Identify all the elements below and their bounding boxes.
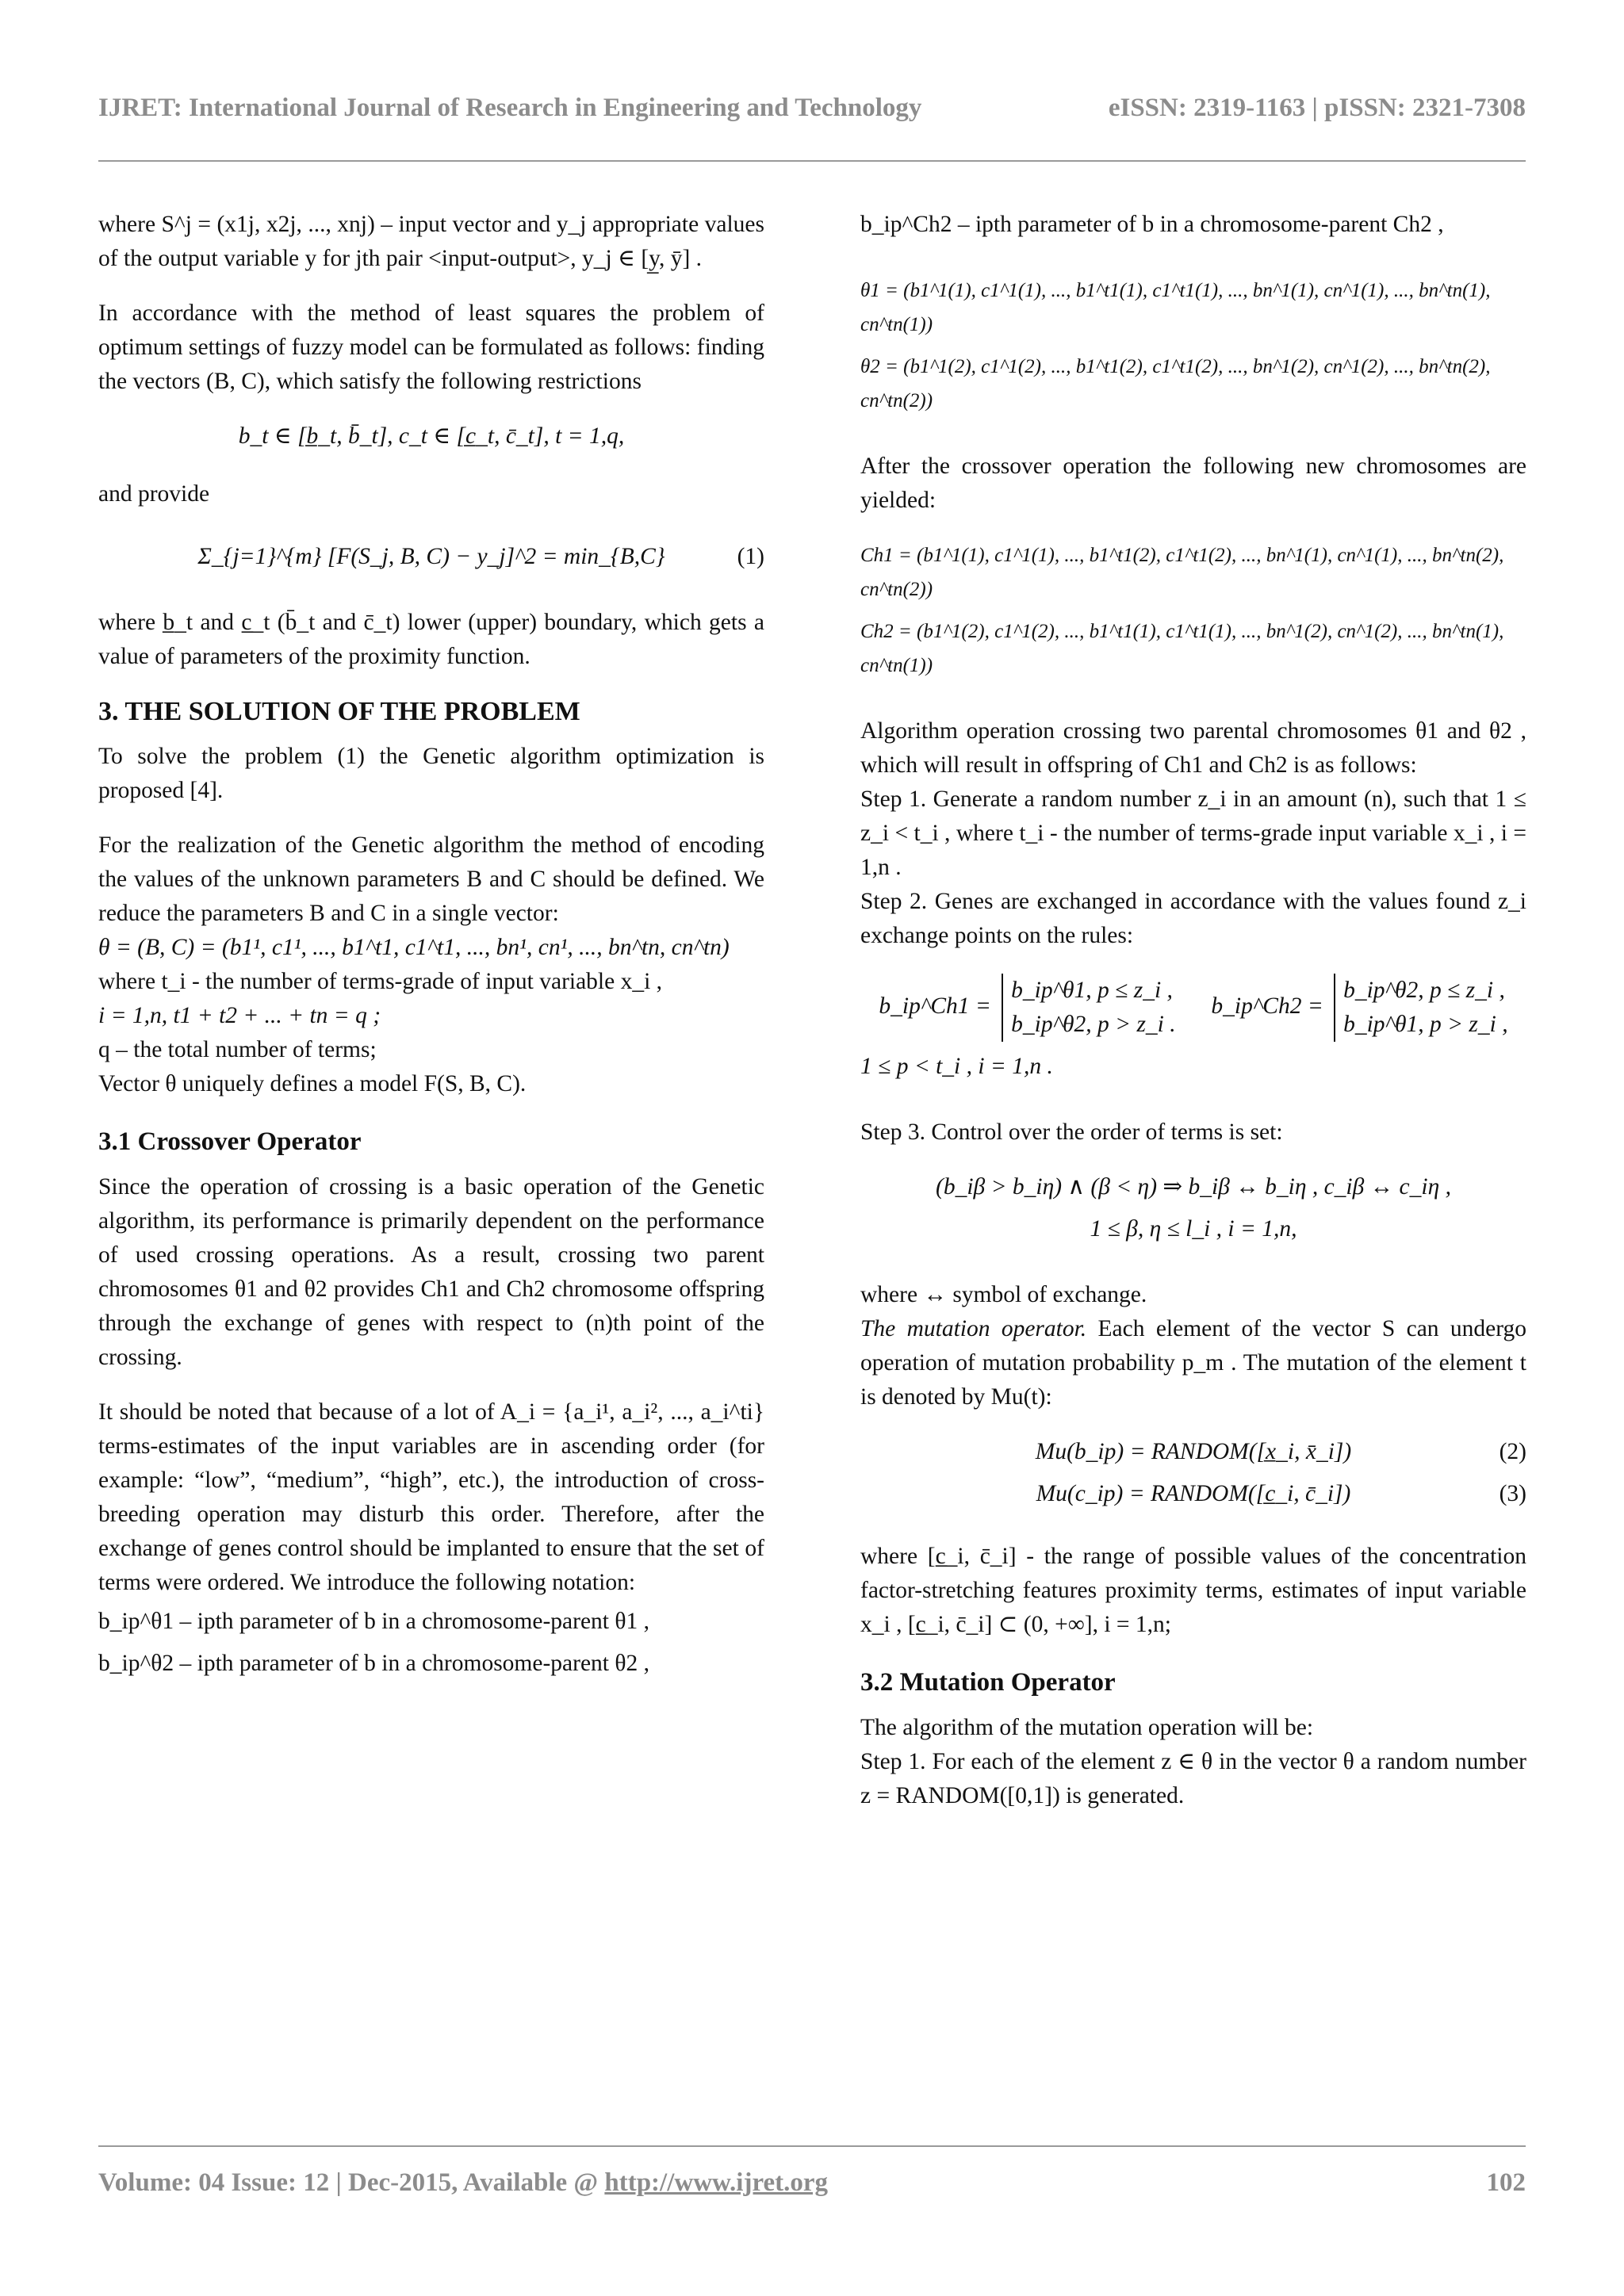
- issn: eISSN: 2319-1163 | pISSN: 2321-7308: [1108, 94, 1526, 122]
- mutation-operator-text: Each element of the vector S can undergo operation of mutation probability p_m . The mutation of the element t is denoted by Mu(t):: [860, 1316, 1527, 1410]
- rule1-cases: [1002, 974, 1175, 1042]
- text-line: Vector θ uniquely defines a model F(S, B, C).: [98, 1071, 527, 1096]
- paragraph: Algorithm operation crossing two parental chromosomes θ1 and θ2 , which will result in offspring of Ch1 and Ch2 is as follows:: [860, 718, 1526, 778]
- equation-3: [860, 1477, 1526, 1511]
- rule2-case-a: b_ip^θ2, p ≤ z_i ,: [1343, 978, 1505, 1003]
- text-line: i = 1,n, t1 + t2 + ... + tn = q ;: [98, 1003, 381, 1028]
- header-rule: [98, 160, 1526, 162]
- text-line: where ↔ symbol of exchange.: [860, 1282, 1147, 1307]
- paragraph: For the realization of the Genetic algorithm the method of encoding the values of the unknown parameters B and C should be defined. We reduce the parameters B and C in a single vector:: [98, 832, 764, 926]
- equation-restrictions: b_t ∈ [b̲_t, b̄_t], c_t ∈ [c̲_t, c̄_t], t = 1,q,: [238, 423, 625, 449]
- rule2-lhs: b_ip^Ch2 =: [1211, 993, 1323, 1019]
- equation-2: [860, 1435, 1526, 1469]
- equation-theta1: θ1 = (b1^1(1), c1^1(1), ..., b1^t1(1), c1^t1(1), ..., bn^1(1), cn^1(1), ..., bn^tn(1), cn^tn(1)): [860, 280, 1491, 335]
- paragraph: Step 3. Control over the order of terms is set:: [860, 1119, 1283, 1145]
- paragraph: where S^j = (x1j, x2j, ..., xnj) – input vector and y_j appropriate values of the output variable y for jth pair <input-output>, y_j ∈ [y̲, ȳ] .: [98, 212, 764, 271]
- footer-rule: [98, 2145, 1526, 2147]
- paragraph: In accordance with the method of least squares the problem of optimum settings of fuzzy model can be formulated as follows: finding the vectors (B, C), which satisfy the following restrictions: [98, 300, 764, 394]
- equation-exchange-rules: [860, 974, 1526, 1042]
- volume-text: Volume: 04 Issue: 12 | Dec-2015, Available @: [98, 2168, 605, 2197]
- volume-info: [98, 2168, 828, 2198]
- rule-condition: 1 ≤ p < t_i , i = 1,n .: [860, 1054, 1053, 1079]
- equation-3-body: Mu(c_ip) = RANDOM([c̲_i, c̄_i]): [1036, 1481, 1351, 1506]
- paragraph: Step 1. For each of the element z ∈ θ in the vector θ a random number z = RANDOM([0,1]) is generated.: [860, 1749, 1526, 1808]
- subsection-heading: 3.1 Crossover Operator: [98, 1127, 362, 1156]
- text-line: where t_i - the number of terms-grade of input variable x_i ,: [98, 969, 663, 994]
- paragraph: where [c̲_i, c̄_i] - the range of possible values of the concentration factor-stretching features proximity terms, estimates of input variable x_i , [c̲_i, c̄_i] ⊂ (0, +∞], i = 1,n;: [860, 1544, 1526, 1637]
- right-column: [860, 208, 1526, 1834]
- section-heading: 3. THE SOLUTION OF THE PROBLEM: [98, 697, 580, 726]
- paragraph-mutation: [860, 1312, 1526, 1414]
- equation-order-1: (b_iβ > b_iη) ∧ (β < η) ⇒ b_iβ ↔ b_iη , c_iβ ↔ c_iη ,: [936, 1174, 1451, 1200]
- paragraph: To solve the problem (1) the Genetic algorithm optimization is proposed [4].: [98, 744, 764, 803]
- paragraph: where b̲_t and c̲_t (b̄_t and c̄_t) lower (upper) boundary, which gets a value of parameters of the proximity function.: [98, 610, 764, 669]
- equation-1-body: Σ_{j=1}^{m} [F(S_j, B, C) − y_j]^2 = min_{B,C}: [197, 544, 665, 569]
- paragraph: After the crossover operation the following new chromosomes are yielded:: [860, 453, 1526, 513]
- mutation-operator-label: The mutation operator.: [860, 1316, 1087, 1341]
- paragraph: Step 1. Generate a random number z_i in an amount (n), such that 1 ≤ z_i < t_i , where t_i - the number of terms-grade input variable x_i , i = 1,n .: [860, 786, 1526, 880]
- equation-ch1: Ch1 = (b1^1(1), c1^1(1), ..., b1^t1(2), c1^t1(2), ..., bn^1(1), cn^1(1), ..., bn^tn(2), cn^tn(2)): [860, 545, 1504, 600]
- notation-line: b_ip^Ch2 – ipth parameter of b in a chromosome-parent Ch2 ,: [860, 212, 1444, 237]
- journal-link[interactable]: http://www.ijret.org: [604, 2168, 829, 2197]
- text-line: q – the total number of terms;: [98, 1037, 377, 1062]
- equation-3-number: (3): [1499, 1481, 1526, 1506]
- rule1-case-b: b_ip^θ2, p > z_i .: [1011, 1012, 1176, 1037]
- equation-theta2: θ2 = (b1^1(2), c1^1(2), ..., b1^t1(2), c1^t1(2), ..., bn^1(2), cn^1(2), ..., bn^tn(2), cn^tn(2)): [860, 356, 1491, 411]
- left-column: [98, 208, 764, 1681]
- notation-line: b_ip^θ1 – ipth parameter of b in a chromosome-parent θ1 ,: [98, 1609, 650, 1634]
- equation-1: [98, 540, 764, 574]
- paragraph: Since the operation of crossing is a basic operation of the Genetic algorithm, its performance is primarily dependent on the performance of used crossing operations. As a result, crossing two parent chromosomes θ1 and θ2 provides Ch1 and Ch2 chromosome offspring through the exchange of genes with respect to (n)th point of the crossing.: [98, 1174, 764, 1370]
- paragraph: Step 2. Genes are exchanged in accordance with the values found z_i exchange points on the rules:: [860, 889, 1526, 948]
- journal-title: IJRET: International Journal of Research in Engineering and Technology: [98, 94, 922, 122]
- text-line: The algorithm of the mutation operation will be:: [860, 1715, 1314, 1740]
- paragraph: and provide: [98, 481, 210, 507]
- equation-2-number: (2): [1499, 1439, 1526, 1464]
- paragraph: It should be noted that because of a lot of A_i = {a_i¹, a_i², ..., a_i^ti} terms-estimates of the input variables are in ascending order (for example: “low”, “medium”, “high”, etc.), the introduction of cross-breeding operation may disturb this order. Therefore, after the exchange of genes control should be implanted to ensure that the set of terms were ordered. We introduce the following notation:: [98, 1399, 764, 1595]
- equation-2-body: Mu(b_ip) = RANDOM([x̲_i, x̄_i]): [1035, 1439, 1352, 1464]
- equation-order-2: 1 ≤ β, η ≤ l_i , i = 1,n,: [1090, 1216, 1297, 1242]
- rule1-case-a: b_ip^θ1, p ≤ z_i ,: [1011, 978, 1173, 1003]
- page-number: 102: [1486, 2168, 1526, 2197]
- rule1-lhs: b_ip^Ch1 =: [879, 993, 991, 1019]
- equation-theta: θ = (B, C) = (b1¹, c1¹, ..., b1^t1, c1^t1, ..., bn¹, cn¹, ..., bn^tn, cn^tn): [98, 935, 730, 960]
- rule2-cases: [1334, 974, 1507, 1042]
- rule2-case-b: b_ip^θ1, p > z_i ,: [1343, 1012, 1508, 1037]
- equation-ch2: Ch2 = (b1^1(2), c1^1(2), ..., b1^t1(1), c1^t1(1), ..., bn^1(2), cn^1(2), ..., bn^tn(1), cn^tn(1)): [860, 621, 1504, 676]
- equation-1-number: (1): [737, 544, 764, 569]
- notation-line: b_ip^θ2 – ipth parameter of b in a chromosome-parent θ2 ,: [98, 1651, 650, 1676]
- subsection-heading: 3.2 Mutation Operator: [860, 1668, 1116, 1697]
